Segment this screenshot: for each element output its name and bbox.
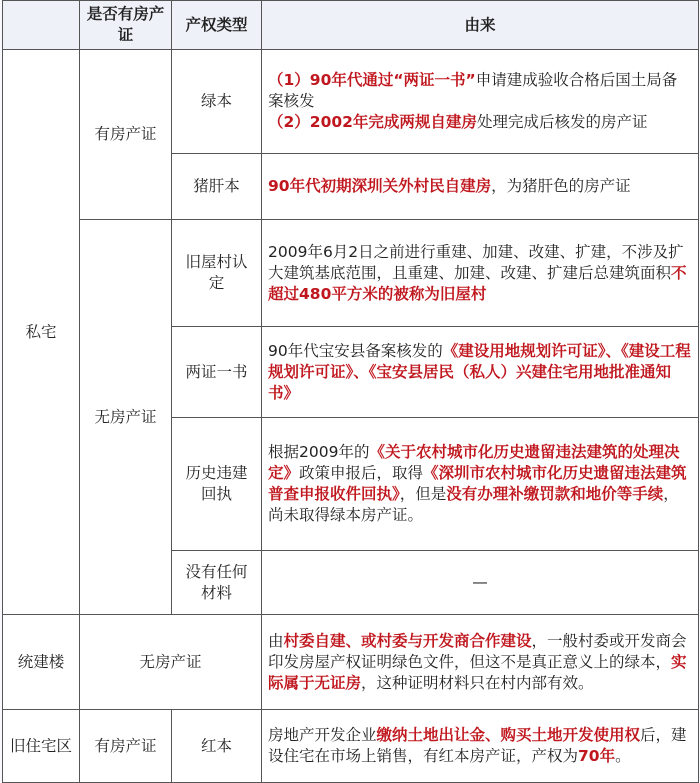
header-blank xyxy=(3,1,80,50)
old-has-cert: 有房产证 xyxy=(80,710,172,783)
header-has-cert: 是否有房产证 xyxy=(80,1,172,50)
section-private: 私宅 xyxy=(3,50,80,615)
origin-history-text-2: 政策申报后，取得 xyxy=(299,464,424,482)
origin-united-text-1: 由 xyxy=(268,631,284,650)
table-row xyxy=(3,220,699,327)
origin-united-text-2: ，一般村委或开发商会印发房屋产权证明绿色文件，但这不是真正意义上的绿本， xyxy=(268,631,687,671)
origin-pig xyxy=(262,154,699,220)
origin-united xyxy=(262,615,699,710)
origin-old-text-2: 后，建设住宅在市场上销售，有红本房产证，产权为 xyxy=(268,726,687,765)
origin-history-text-4: ，尚未取得绿本房产证。 xyxy=(268,485,679,524)
origin-green-text-2: 处理完成后核发的房产证 xyxy=(476,113,648,131)
origin-green-text-1: 申请建成验收合格后国土局备案核发 xyxy=(268,71,678,110)
origin-old xyxy=(262,710,699,783)
origin-green-red-2: （2）2002年完成两规自建房 xyxy=(268,113,477,131)
section-united: 统建楼 xyxy=(3,615,80,710)
origin-green-red-1: （1）90年代通过“两证一书” xyxy=(268,71,476,89)
type-green: 绿本 xyxy=(172,50,262,154)
origin-two-cert xyxy=(262,327,699,418)
header-type: 产权类型 xyxy=(172,1,262,50)
type-none: 没有任何材料 xyxy=(172,551,262,615)
origin-old-village xyxy=(262,220,699,327)
type-pig: 猪肝本 xyxy=(172,154,262,220)
origin-old-village-red: 不超过480平方米的被称为旧屋村 xyxy=(268,263,687,303)
has-cert-cell: 有房产证 xyxy=(80,50,172,220)
origin-old-village-text: 2009年6月2日之前进行重建、加建、改建、扩建，不涉及扩大建筑基底范围，且重建、加建、改建、扩建后总建筑面积 xyxy=(268,242,684,282)
origin-none: — xyxy=(262,551,699,615)
origin-old-red-2: 70年 xyxy=(578,747,616,765)
property-table xyxy=(2,0,699,783)
origin-history-text-3: ，但是 xyxy=(399,485,447,503)
table-row xyxy=(3,710,699,783)
origin-history-red-2: 《深圳市农村城市化历史遗留违法建筑普查申报收件回执》 xyxy=(268,464,687,503)
header-row xyxy=(3,1,699,50)
origin-old-text-1: 房地产开发企业 xyxy=(268,726,377,744)
type-red: 红本 xyxy=(172,710,262,783)
type-history: 历史违建回执 xyxy=(172,418,262,551)
origin-two-cert-text: 90年代宝安县备案核发的 xyxy=(268,341,443,360)
origin-green xyxy=(262,50,699,154)
table-row xyxy=(3,50,699,154)
origin-united-red-2: 实际属于无证房 xyxy=(268,652,687,692)
section-old: 旧住宅区 xyxy=(3,710,80,783)
origin-history-red-3: 没有办理补缴罚款和地价等手续 xyxy=(446,485,664,503)
origin-united-red-1: 村委自建、或村委与开发商合作建设 xyxy=(283,631,532,650)
no-cert-cell: 无房产证 xyxy=(80,220,172,615)
origin-history-red-1: 《关于农村城市化历史遗留违法建筑的处理决定》 xyxy=(268,443,680,482)
type-two-cert: 两证一书 xyxy=(172,327,262,418)
united-no-cert: 无房产证 xyxy=(80,615,262,710)
origin-old-text-3: 。 xyxy=(615,747,631,765)
origin-pig-text: ，为猪肝色的房产证 xyxy=(491,177,631,195)
origin-united-text-3: ，这种证明材料只在村内部有效。 xyxy=(361,673,594,692)
type-old-village: 旧屋村认定 xyxy=(172,220,262,327)
header-origin: 由来 xyxy=(262,1,699,50)
origin-history xyxy=(262,418,699,551)
origin-pig-red: 90年代初期深圳关外村民自建房 xyxy=(268,177,492,195)
origin-old-red-1: 缴纳土地出让金、购买土地开发使用权 xyxy=(376,726,641,744)
origin-two-cert-red: 《建设用地规划许可证》、《建设工程规划许可证》、《宝安县居民（私人）兴建住宅用地批准通知书》 xyxy=(268,341,691,402)
origin-history-text-1: 根据2009年的 xyxy=(268,443,370,461)
table-row xyxy=(3,615,699,710)
